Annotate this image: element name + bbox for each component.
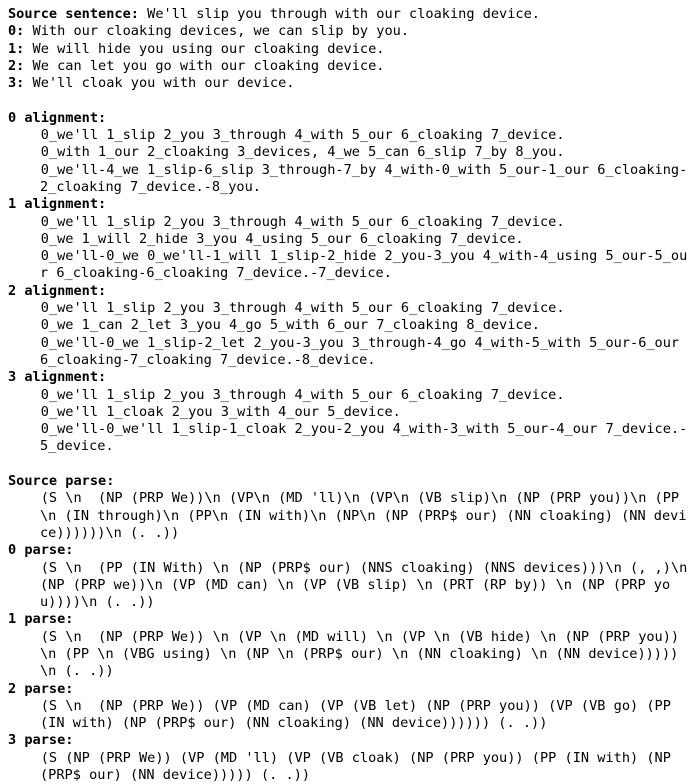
paraphrase-index: 0:	[8, 23, 25, 40]
parse-header: 0 parse:	[8, 542, 74, 559]
paraphrase-item	[8, 23, 694, 40]
paraphrase-text: We will hide you using our cloaking device.	[24, 40, 385, 57]
paraphrase-text: We can let you go with our cloaking device.	[24, 57, 385, 74]
alignment-line: 0_we'll 1_slip 2_you 3_through 4_with 5_our 6_cloaking 7_device.	[40, 213, 565, 230]
parse-header: Source parse:	[8, 473, 115, 490]
alignment-header: 0 alignment:	[8, 109, 107, 126]
source-sentence	[8, 6, 694, 23]
parse-header: 1 parse:	[8, 611, 74, 628]
paraphrase-list	[8, 23, 694, 92]
alignment-line: 0_we'll 1_cloak 2_you 3_with 4_our 5_device.	[40, 403, 401, 420]
parse-header: 2 parse:	[8, 680, 74, 697]
paraphrase-index: 3:	[8, 75, 25, 92]
source-sentence-text: We'll slip you through with our cloaking device.	[138, 6, 540, 22]
alignment-line: 0_we 1_will 2_hide 3_you 4_using 5_our 6_cloaking 7_device.	[40, 230, 524, 247]
parse-text: (S \n (NP (PRP We))\n (VP\n (MD 'll)\n (VP\n (VB slip)\n (NP (PRP you))\n (PP\n (IN through)\n (PP\n (IN with)\n (NP\n (NP (PRP$ our) (NN cloaking) (NN device))))))\n (. .))	[40, 490, 687, 541]
spacer	[8, 92, 694, 109]
alignment-line: 0_we'll 1_slip 2_you 3_through 4_with 5_our 6_cloaking 7_device.	[40, 300, 565, 317]
alignment-line: 0_we'll-4_we 1_slip-6_slip 3_through-7_by 4_with-0_with 5_our-1_our 6_cloaking-2_cloaking 7_device.-8_you.	[40, 161, 688, 195]
paraphrase-item	[8, 58, 694, 75]
parse-text: (S \n (PP (IN With) \n (NP (PRP$ our) (NNS cloaking) (NNS devices)))\n (, ,)\n (NP (PRP we))\n (VP (MD can) \n (VP (VB slip) \n (PRT (RP by)) \n (NP (PRP you))))\n (. .))	[40, 559, 696, 611]
spacer	[8, 456, 694, 473]
source-sentence-label: Source sentence:	[8, 6, 139, 22]
alignment-line: 0_we 1_can 2_let 3_you 4_go 5_with 6_our 7_cloaking 8_device.	[40, 317, 540, 334]
parse-header: 3 parse:	[8, 732, 74, 749]
alignment-line: 0_we'll-0_we'll 1_slip-1_cloak 2_you-2_you 4_with-3_with 5_our-4_our 7_device.-5_device.	[40, 421, 688, 455]
alignment-line: 0_we'll 1_slip 2_you 3_through 4_with 5_our 6_cloaking 7_device.	[40, 127, 565, 144]
parse-section	[8, 473, 694, 784]
paraphrase-item	[8, 41, 694, 58]
alignment-line: 0_we'll 1_slip 2_you 3_through 4_with 5_our 6_cloaking 7_device.	[40, 386, 565, 403]
alignment-line: 0_with 1_our 2_cloaking 3_devices, 4_we 5_can 6_slip 7_by 8_you.	[40, 144, 565, 161]
alignment-header: 1 alignment:	[8, 196, 107, 213]
alignment-header: 3 alignment:	[8, 369, 107, 386]
alignment-line: 0_we'll-0_we 0_we'll-1_will 1_slip-2_hide 2_you-3_you 4_with-4_using 5_our-5_our 6_cloaking-6_cloaking 7_device.-7_device.	[40, 248, 688, 282]
parse-text: (S (NP (PRP We)) (VP (MD 'll) (VP (VB cloak) (NP (PRP you)) (PP (IN with) (NP (PRP$ our) (NN device))))) (. .))	[40, 749, 680, 784]
paraphrase-index: 1:	[8, 40, 25, 57]
paraphrase-text: We'll cloak you with our device.	[24, 75, 295, 92]
alignment-header: 2 alignment:	[8, 282, 107, 299]
alignment-section	[8, 110, 694, 456]
alignment-line: 0_we'll-0_we 1_slip-2_let 2_you-3_you 3_through-4_go 4_with-5_with 5_our-6_our 6_cloaking-7_cloaking 7_device.-8_device.	[40, 334, 688, 368]
paraphrase-text: With our cloaking devices, we can slip by you.	[24, 23, 410, 40]
parse-text: (S \n (NP (PRP We)) \n (VP \n (MD will) \n (VP \n (VB hide) \n (NP (PRP you)) \n (PP \n (VBG using) \n (NP \n (PRP$ our) \n (NN cloaking) \n (NN device)))))\n (. .))	[40, 628, 688, 680]
paraphrase-item	[8, 75, 694, 92]
parse-text: (S \n (NP (PRP We)) (VP (MD can) (VP (VB let) (NP (PRP you)) (VP (VB go) (PP (IN with) (NP (PRP$ our) (NN cloaking) (NN device)))))) (. .))	[40, 697, 680, 732]
paraphrase-index: 2:	[8, 57, 25, 74]
